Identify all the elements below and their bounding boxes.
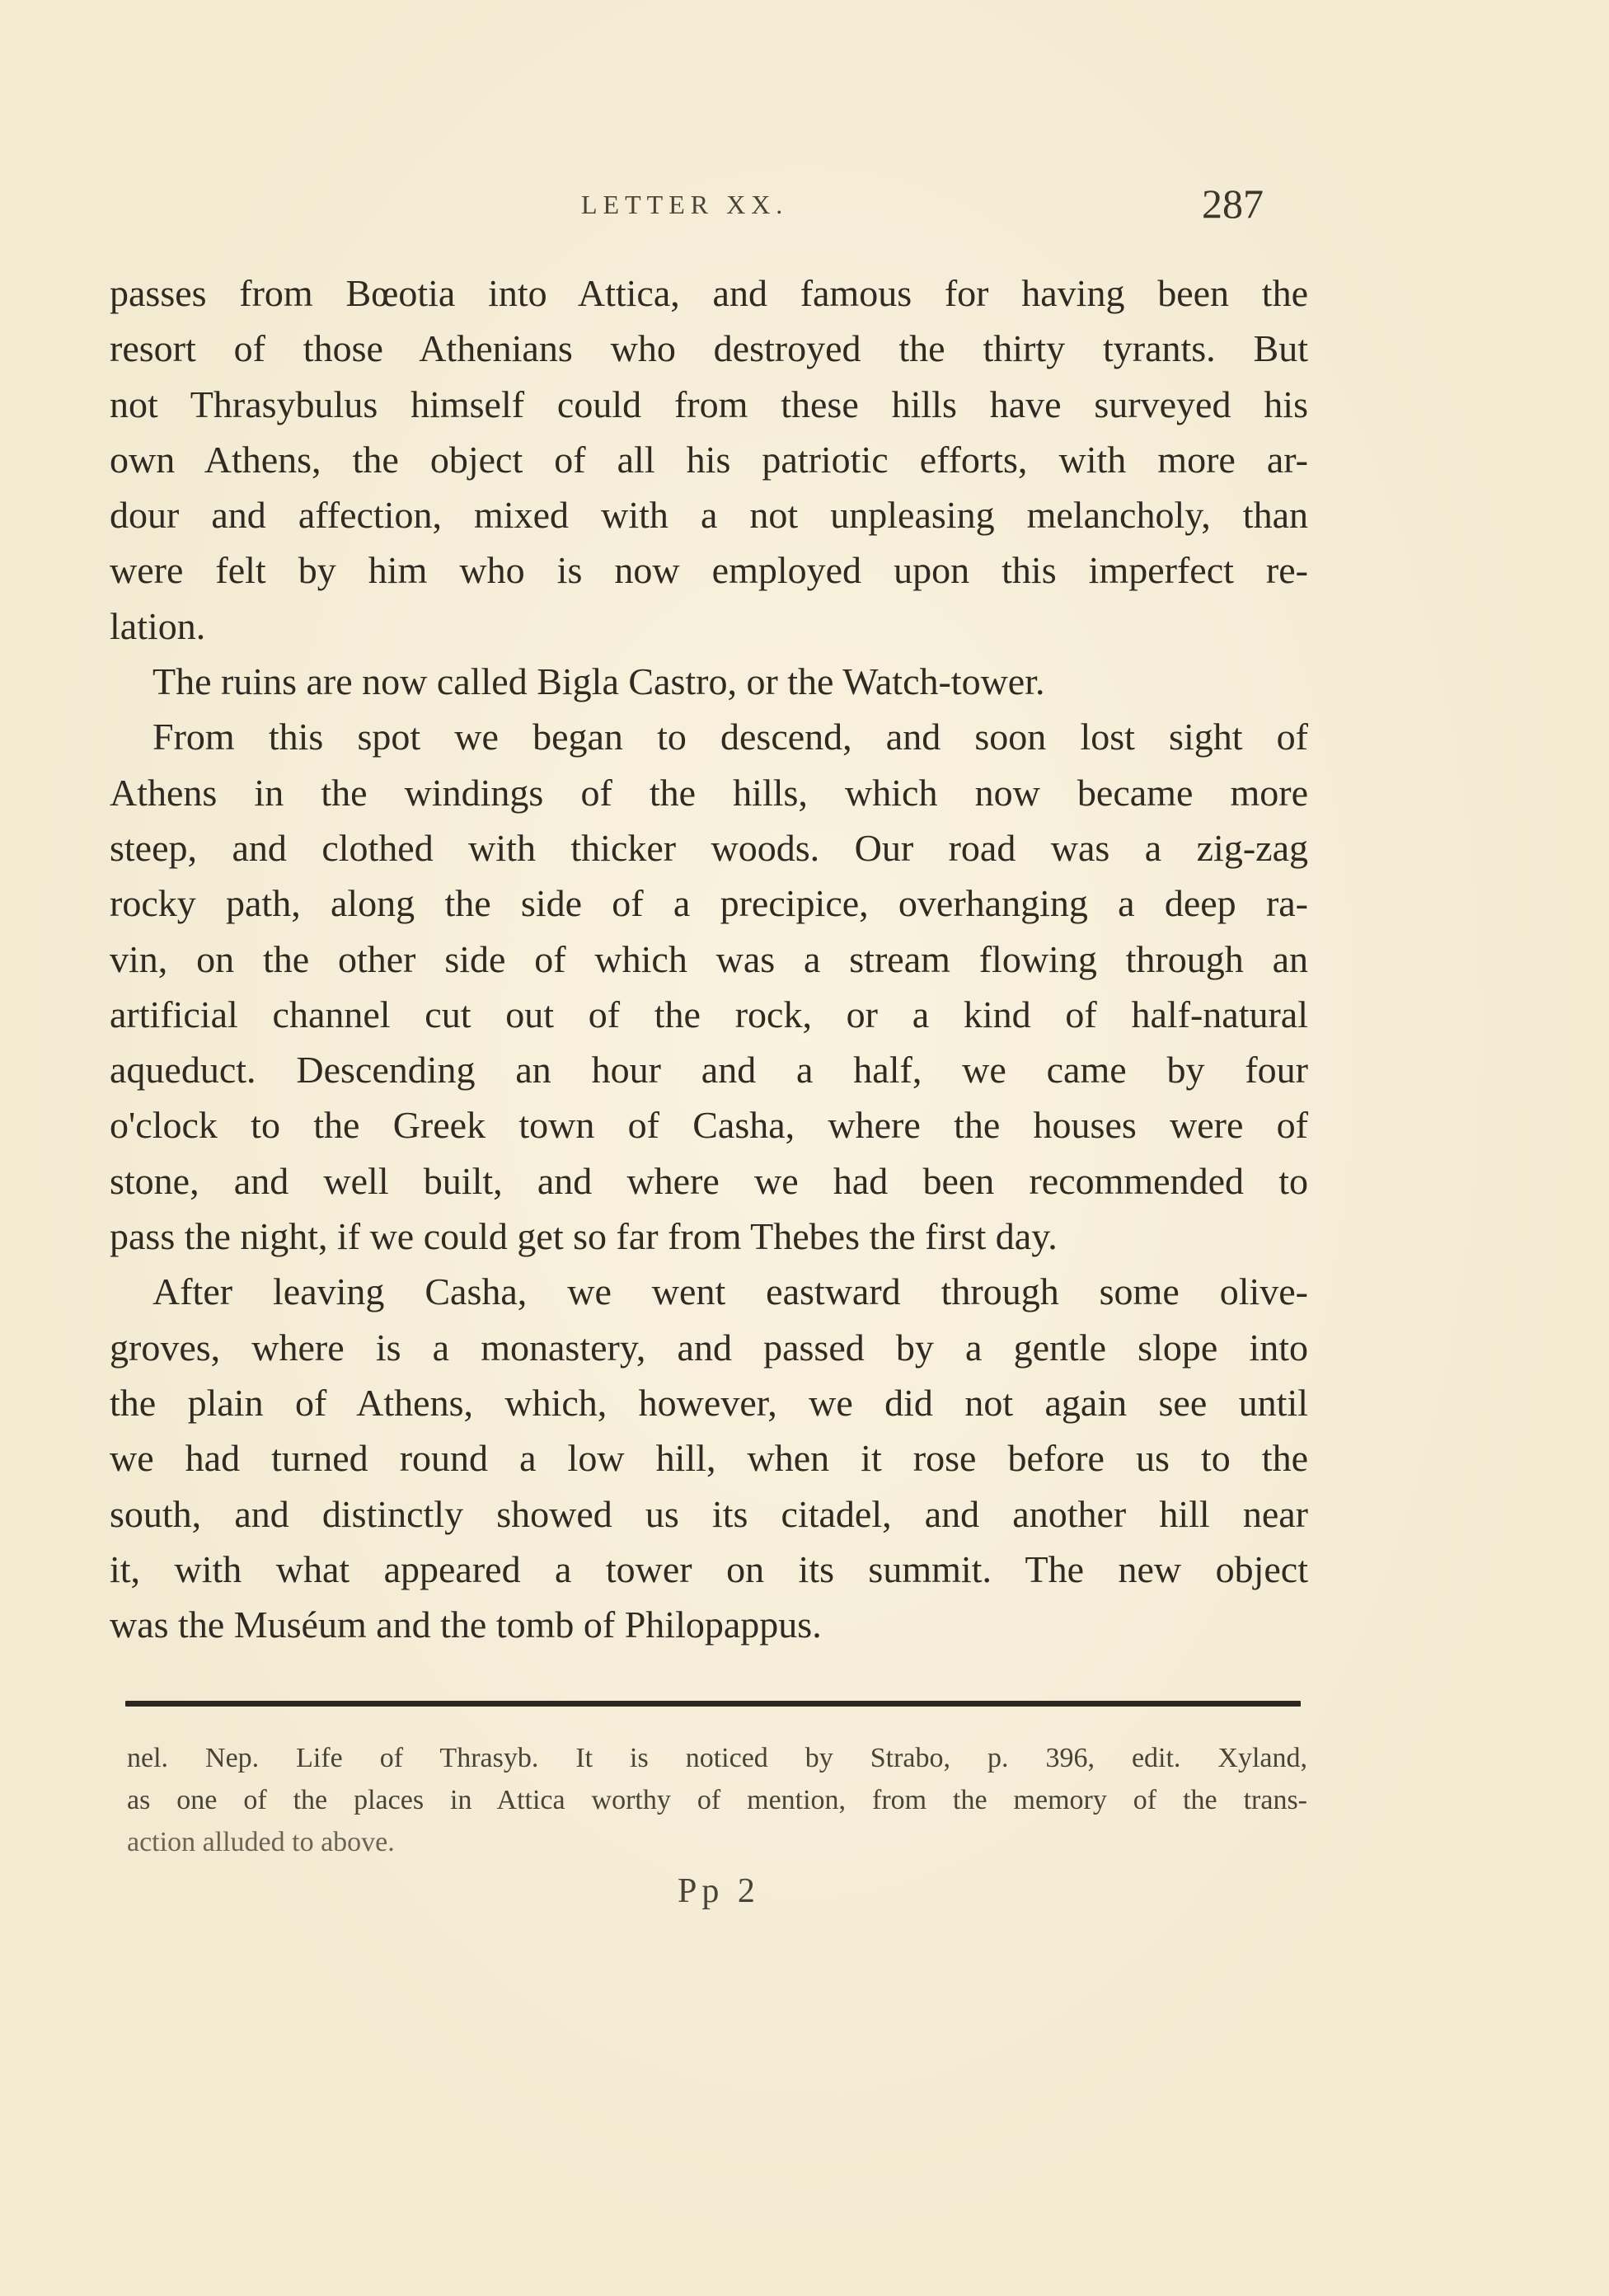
page-header	[0, 180, 1609, 229]
text-line: were felt by him who is now employed upon this imperfect re-	[110, 549, 1308, 592]
body-text	[110, 265, 1308, 1652]
footnote-line: nel. Nep. Life of Thrasyb. It is noticed by Strabo, p. 396, edit. Xyland,	[127, 1743, 1307, 1773]
text-line: pass the night, if we could get so far from Thebes the first day.	[110, 1215, 1058, 1258]
text-line: was the Muséum and the tomb of Philopappus.	[110, 1603, 822, 1646]
page-number: 287	[1202, 181, 1264, 227]
text-line: artificial channel cut out of the rock, or a kind of half-natural	[110, 993, 1308, 1035]
text-line: stone, and well built, and where we had been recommended to	[110, 1159, 1308, 1202]
text-line: Athens in the windings of the hills, which now became more	[110, 771, 1308, 814]
text-line: own Athens, the object of all his patriotic efforts, with more ar-	[110, 438, 1308, 481]
text-line: groves, where is a monastery, and passed by a gentle slope into	[110, 1326, 1308, 1369]
text-line: aqueduct. Descending an hour and a half, we came by four	[110, 1049, 1308, 1092]
text-line: passes from Bœotia into Attica, and famous for having been the	[110, 272, 1308, 314]
footnote	[127, 1737, 1307, 1863]
text-line: o'clock to the Greek town of Casha, where the houses were of	[110, 1104, 1308, 1147]
paragraph-start-line: After leaving Casha, we went eastward through some olive-	[152, 1270, 1308, 1313]
paragraph-start-line: From this spot we began to descend, and soon lost sight of	[152, 716, 1308, 758]
footnote-line: as one of the places in Attica worthy of mention, from the memory of the trans-	[127, 1785, 1307, 1815]
text-line: it, with what appeared a tower on its summit. The new object	[110, 1547, 1308, 1590]
text-line: we had turned round a low hill, when it rose before us to the	[110, 1437, 1308, 1480]
text-line: dour and affection, mixed with a not unpleasing melancholy, than	[110, 494, 1308, 537]
text-line: resort of those Athenians who destroyed the thirty tyrants. But	[110, 327, 1308, 370]
running-head: LETTER XX.	[581, 190, 789, 219]
paragraph-start-line: The ruins are now called Bigla Castro, or the Watch-tower.	[152, 660, 1045, 703]
text-line: rocky path, along the side of a precipice, overhanging a deep ra-	[110, 882, 1308, 925]
printer-signature: Pp 2	[678, 1872, 760, 1910]
text-line: steep, and clothed with thicker woods. Our road was a zig-zag	[110, 826, 1308, 869]
footnote-rule	[125, 1701, 1301, 1707]
text-line: vin, on the other side of which was a stream flowing through an	[110, 937, 1308, 980]
text-line: the plain of Athens, which, however, we did not again see until	[110, 1381, 1308, 1424]
text-line: not Thrasybulus himself could from these hills have surveyed his	[110, 383, 1308, 425]
footnote-line: action alluded to above.	[127, 1827, 395, 1857]
text-line: lation.	[110, 604, 206, 647]
text-line: south, and distinctly showed us its citadel, and another hill near	[110, 1492, 1308, 1535]
